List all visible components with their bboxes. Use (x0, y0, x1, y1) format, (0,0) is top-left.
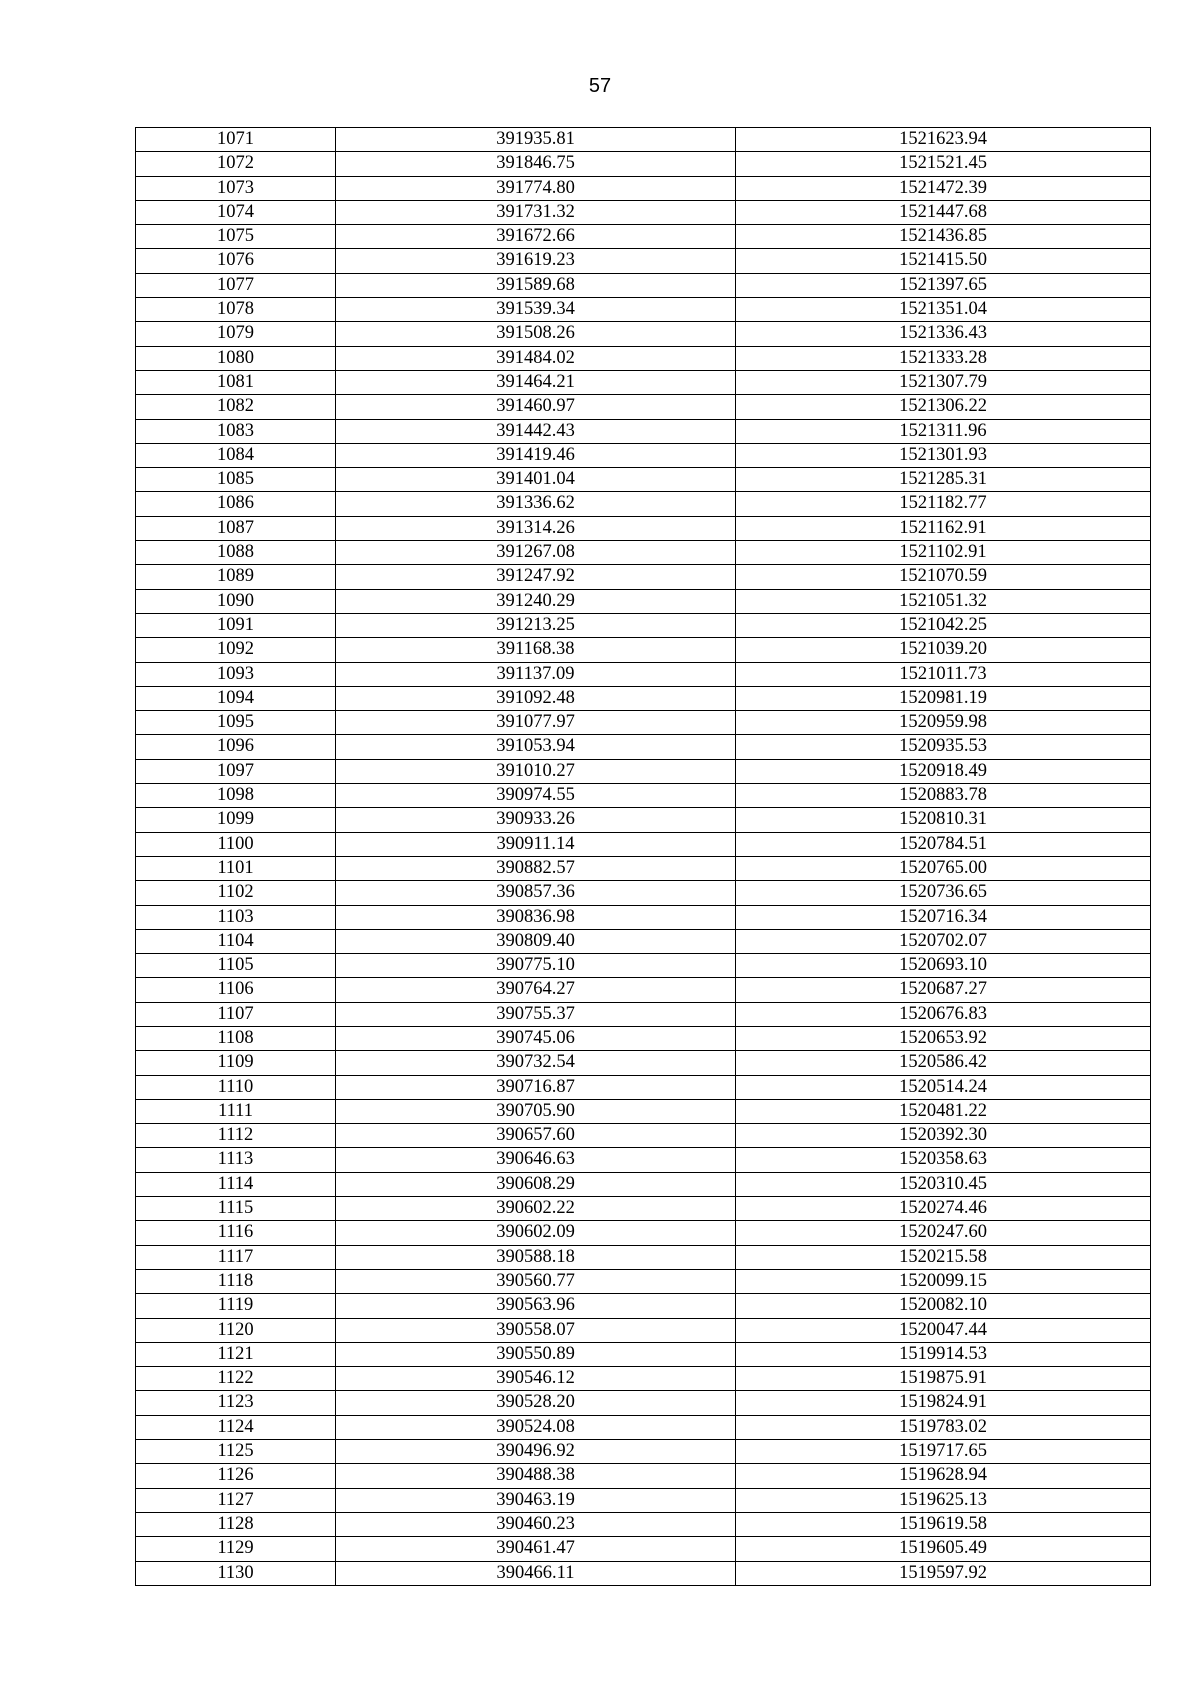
y-coordinate-cell: 1520653.92 (736, 1026, 1151, 1050)
y-coordinate-cell: 1520883.78 (736, 784, 1151, 808)
table-row (136, 929, 1151, 953)
point-number-cell: 1089 (136, 565, 336, 589)
x-coordinate-cell: 390602.22 (336, 1197, 736, 1221)
x-coordinate-cell: 390705.90 (336, 1099, 736, 1123)
table-row (136, 808, 1151, 832)
table-row (136, 346, 1151, 370)
x-coordinate-cell: 390496.92 (336, 1440, 736, 1464)
point-number-cell: 1090 (136, 589, 336, 613)
y-coordinate-cell: 1520784.51 (736, 832, 1151, 856)
point-number-cell: 1117 (136, 1245, 336, 1269)
x-coordinate-cell: 391077.97 (336, 711, 736, 735)
point-number-cell: 1077 (136, 273, 336, 297)
y-coordinate-cell: 1520810.31 (736, 808, 1151, 832)
point-number-cell: 1104 (136, 929, 336, 953)
x-coordinate-cell: 391731.32 (336, 200, 736, 224)
table-row (136, 1488, 1151, 1512)
x-coordinate-cell: 390775.10 (336, 954, 736, 978)
table-row (136, 1172, 1151, 1196)
y-coordinate-cell: 1520586.42 (736, 1051, 1151, 1075)
point-number-cell: 1122 (136, 1367, 336, 1391)
table-row (136, 200, 1151, 224)
x-coordinate-cell: 391401.04 (336, 468, 736, 492)
table-row (136, 273, 1151, 297)
x-coordinate-cell: 390563.96 (336, 1294, 736, 1318)
point-number-cell: 1112 (136, 1124, 336, 1148)
x-coordinate-cell: 391053.94 (336, 735, 736, 759)
table-row (136, 1561, 1151, 1585)
table-row (136, 492, 1151, 516)
x-coordinate-cell: 390933.26 (336, 808, 736, 832)
point-number-cell: 1101 (136, 856, 336, 880)
y-coordinate-cell: 1519824.91 (736, 1391, 1151, 1415)
x-coordinate-cell: 391460.97 (336, 395, 736, 419)
table-row (136, 735, 1151, 759)
x-coordinate-cell: 391619.23 (336, 249, 736, 273)
table-row (136, 1464, 1151, 1488)
table-row (136, 565, 1151, 589)
y-coordinate-cell: 1521285.31 (736, 468, 1151, 492)
point-number-cell: 1127 (136, 1488, 336, 1512)
table-row (136, 954, 1151, 978)
x-coordinate-cell: 391672.66 (336, 225, 736, 249)
table-row (136, 1148, 1151, 1172)
table-row (136, 638, 1151, 662)
x-coordinate-cell: 390608.29 (336, 1172, 736, 1196)
y-coordinate-cell: 1521182.77 (736, 492, 1151, 516)
table-row (136, 516, 1151, 540)
table-row (136, 1002, 1151, 1026)
table-row (136, 152, 1151, 176)
x-coordinate-cell: 390461.47 (336, 1537, 736, 1561)
point-number-cell: 1081 (136, 370, 336, 394)
table-row (136, 905, 1151, 929)
table-row (136, 1342, 1151, 1366)
x-coordinate-cell: 390463.19 (336, 1488, 736, 1512)
point-number-cell: 1119 (136, 1294, 336, 1318)
y-coordinate-cell: 1520082.10 (736, 1294, 1151, 1318)
y-coordinate-cell: 1520693.10 (736, 954, 1151, 978)
y-coordinate-cell: 1519914.53 (736, 1342, 1151, 1366)
table-row (136, 759, 1151, 783)
point-number-cell: 1071 (136, 128, 336, 152)
y-coordinate-cell: 1521447.68 (736, 200, 1151, 224)
x-coordinate-cell: 391935.81 (336, 128, 736, 152)
point-number-cell: 1094 (136, 686, 336, 710)
y-coordinate-cell: 1520736.65 (736, 881, 1151, 905)
y-coordinate-cell: 1519625.13 (736, 1488, 1151, 1512)
x-coordinate-cell: 390466.11 (336, 1561, 736, 1585)
point-number-cell: 1083 (136, 419, 336, 443)
x-coordinate-cell: 390836.98 (336, 905, 736, 929)
y-coordinate-cell: 1521521.45 (736, 152, 1151, 176)
table-row (136, 1026, 1151, 1050)
x-coordinate-cell: 390755.37 (336, 1002, 736, 1026)
x-coordinate-cell: 391137.09 (336, 662, 736, 686)
page-number: 57 (588, 75, 612, 97)
point-number-cell: 1105 (136, 954, 336, 978)
table-row (136, 225, 1151, 249)
table-row (136, 419, 1151, 443)
x-coordinate-cell: 390809.40 (336, 929, 736, 953)
table-row (136, 322, 1151, 346)
point-number-cell: 1080 (136, 346, 336, 370)
x-coordinate-cell: 391336.62 (336, 492, 736, 516)
y-coordinate-cell: 1519619.58 (736, 1512, 1151, 1536)
table-row (136, 395, 1151, 419)
point-number-cell: 1092 (136, 638, 336, 662)
table-row (136, 1318, 1151, 1342)
x-coordinate-cell: 391442.43 (336, 419, 736, 443)
x-coordinate-cell: 391419.46 (336, 443, 736, 467)
point-number-cell: 1087 (136, 516, 336, 540)
point-number-cell: 1115 (136, 1197, 336, 1221)
y-coordinate-cell: 1520358.63 (736, 1148, 1151, 1172)
point-number-cell: 1099 (136, 808, 336, 832)
table-row (136, 1075, 1151, 1099)
x-coordinate-cell: 390528.20 (336, 1391, 736, 1415)
point-number-cell: 1126 (136, 1464, 336, 1488)
point-number-cell: 1107 (136, 1002, 336, 1026)
x-coordinate-cell: 390646.63 (336, 1148, 736, 1172)
y-coordinate-cell: 1521051.32 (736, 589, 1151, 613)
x-coordinate-cell: 391508.26 (336, 322, 736, 346)
y-coordinate-cell: 1519628.94 (736, 1464, 1151, 1488)
point-number-cell: 1128 (136, 1512, 336, 1536)
point-number-cell: 1086 (136, 492, 336, 516)
x-coordinate-cell: 391168.38 (336, 638, 736, 662)
y-coordinate-cell: 1520935.53 (736, 735, 1151, 759)
table-row (136, 613, 1151, 637)
y-coordinate-cell: 1521333.28 (736, 346, 1151, 370)
table-row (136, 1197, 1151, 1221)
table-row (136, 784, 1151, 808)
table-row (136, 1537, 1151, 1561)
y-coordinate-cell: 1520047.44 (736, 1318, 1151, 1342)
y-coordinate-cell: 1521397.65 (736, 273, 1151, 297)
point-number-cell: 1103 (136, 905, 336, 929)
x-coordinate-cell: 390524.08 (336, 1415, 736, 1439)
x-coordinate-cell: 391464.21 (336, 370, 736, 394)
table-row (136, 832, 1151, 856)
point-number-cell: 1097 (136, 759, 336, 783)
y-coordinate-cell: 1520310.45 (736, 1172, 1151, 1196)
x-coordinate-cell: 391846.75 (336, 152, 736, 176)
y-coordinate-cell: 1519783.02 (736, 1415, 1151, 1439)
y-coordinate-cell: 1520716.34 (736, 905, 1151, 929)
table-row (136, 176, 1151, 200)
table-row (136, 298, 1151, 322)
point-number-cell: 1076 (136, 249, 336, 273)
table-row (136, 856, 1151, 880)
x-coordinate-cell: 390732.54 (336, 1051, 736, 1075)
x-coordinate-cell: 391247.92 (336, 565, 736, 589)
y-coordinate-cell: 1520918.49 (736, 759, 1151, 783)
x-coordinate-cell: 390460.23 (336, 1512, 736, 1536)
point-number-cell: 1111 (136, 1099, 336, 1123)
x-coordinate-cell: 391589.68 (336, 273, 736, 297)
coordinates-table-body (136, 128, 1151, 1586)
point-number-cell: 1110 (136, 1075, 336, 1099)
point-number-cell: 1091 (136, 613, 336, 637)
x-coordinate-cell: 391092.48 (336, 686, 736, 710)
x-coordinate-cell: 390560.77 (336, 1269, 736, 1293)
table-row (136, 541, 1151, 565)
table-row (136, 1391, 1151, 1415)
point-number-cell: 1116 (136, 1221, 336, 1245)
y-coordinate-cell: 1521436.85 (736, 225, 1151, 249)
x-coordinate-cell: 390602.09 (336, 1221, 736, 1245)
y-coordinate-cell: 1521039.20 (736, 638, 1151, 662)
y-coordinate-cell: 1519717.65 (736, 1440, 1151, 1464)
x-coordinate-cell: 391539.34 (336, 298, 736, 322)
x-coordinate-cell: 390488.38 (336, 1464, 736, 1488)
y-coordinate-cell: 1520099.15 (736, 1269, 1151, 1293)
table-row (136, 1294, 1151, 1318)
x-coordinate-cell: 390657.60 (336, 1124, 736, 1148)
y-coordinate-cell: 1521011.73 (736, 662, 1151, 686)
y-coordinate-cell: 1520247.60 (736, 1221, 1151, 1245)
table-row (136, 1124, 1151, 1148)
x-coordinate-cell: 391314.26 (336, 516, 736, 540)
y-coordinate-cell: 1520765.00 (736, 856, 1151, 880)
table-row (136, 686, 1151, 710)
y-coordinate-cell: 1521623.94 (736, 128, 1151, 152)
point-number-cell: 1120 (136, 1318, 336, 1342)
x-coordinate-cell: 390716.87 (336, 1075, 736, 1099)
point-number-cell: 1072 (136, 152, 336, 176)
y-coordinate-cell: 1521301.93 (736, 443, 1151, 467)
y-coordinate-cell: 1521336.43 (736, 322, 1151, 346)
table-row (136, 370, 1151, 394)
x-coordinate-cell: 390550.89 (336, 1342, 736, 1366)
point-number-cell: 1125 (136, 1440, 336, 1464)
x-coordinate-cell: 390546.12 (336, 1367, 736, 1391)
y-coordinate-cell: 1520274.46 (736, 1197, 1151, 1221)
point-number-cell: 1096 (136, 735, 336, 759)
y-coordinate-cell: 1521102.91 (736, 541, 1151, 565)
x-coordinate-cell: 390588.18 (336, 1245, 736, 1269)
point-number-cell: 1124 (136, 1415, 336, 1439)
y-coordinate-cell: 1521042.25 (736, 613, 1151, 637)
table-row (136, 1051, 1151, 1075)
y-coordinate-cell: 1519875.91 (736, 1367, 1151, 1391)
point-number-cell: 1106 (136, 978, 336, 1002)
point-number-cell: 1100 (136, 832, 336, 856)
table-row (136, 589, 1151, 613)
x-coordinate-cell: 390558.07 (336, 1318, 736, 1342)
point-number-cell: 1113 (136, 1148, 336, 1172)
x-coordinate-cell: 391267.08 (336, 541, 736, 565)
point-number-cell: 1130 (136, 1561, 336, 1585)
point-number-cell: 1114 (136, 1172, 336, 1196)
table-row (136, 1415, 1151, 1439)
y-coordinate-cell: 1520959.98 (736, 711, 1151, 735)
y-coordinate-cell: 1520676.83 (736, 1002, 1151, 1026)
point-number-cell: 1118 (136, 1269, 336, 1293)
x-coordinate-cell: 391240.29 (336, 589, 736, 613)
point-number-cell: 1073 (136, 176, 336, 200)
point-number-cell: 1093 (136, 662, 336, 686)
y-coordinate-cell: 1519597.92 (736, 1561, 1151, 1585)
point-number-cell: 1098 (136, 784, 336, 808)
point-number-cell: 1121 (136, 1342, 336, 1366)
point-number-cell: 1129 (136, 1537, 336, 1561)
point-number-cell: 1109 (136, 1051, 336, 1075)
table-row (136, 1099, 1151, 1123)
point-number-cell: 1082 (136, 395, 336, 419)
x-coordinate-cell: 390764.27 (336, 978, 736, 1002)
x-coordinate-cell: 390974.55 (336, 784, 736, 808)
y-coordinate-cell: 1521070.59 (736, 565, 1151, 589)
y-coordinate-cell: 1521311.96 (736, 419, 1151, 443)
point-number-cell: 1108 (136, 1026, 336, 1050)
table-row (136, 249, 1151, 273)
point-number-cell: 1075 (136, 225, 336, 249)
table-row (136, 881, 1151, 905)
y-coordinate-cell: 1521162.91 (736, 516, 1151, 540)
y-coordinate-cell: 1520392.30 (736, 1124, 1151, 1148)
y-coordinate-cell: 1520702.07 (736, 929, 1151, 953)
point-number-cell: 1102 (136, 881, 336, 905)
y-coordinate-cell: 1520514.24 (736, 1075, 1151, 1099)
y-coordinate-cell: 1521306.22 (736, 395, 1151, 419)
y-coordinate-cell: 1521415.50 (736, 249, 1151, 273)
table-row (136, 128, 1151, 152)
table-row (136, 1221, 1151, 1245)
point-number-cell: 1123 (136, 1391, 336, 1415)
table-row (136, 468, 1151, 492)
y-coordinate-cell: 1521351.04 (736, 298, 1151, 322)
x-coordinate-cell: 391484.02 (336, 346, 736, 370)
point-number-cell: 1084 (136, 443, 336, 467)
x-coordinate-cell: 391213.25 (336, 613, 736, 637)
y-coordinate-cell: 1520981.19 (736, 686, 1151, 710)
y-coordinate-cell: 1521472.39 (736, 176, 1151, 200)
x-coordinate-cell: 391010.27 (336, 759, 736, 783)
point-number-cell: 1074 (136, 200, 336, 224)
table-row (136, 1269, 1151, 1293)
point-number-cell: 1095 (136, 711, 336, 735)
y-coordinate-cell: 1520481.22 (736, 1099, 1151, 1123)
coordinates-table (135, 127, 1151, 1586)
x-coordinate-cell: 390911.14 (336, 832, 736, 856)
table-row (136, 1440, 1151, 1464)
table-row (136, 1245, 1151, 1269)
y-coordinate-cell: 1519605.49 (736, 1537, 1151, 1561)
x-coordinate-cell: 390857.36 (336, 881, 736, 905)
table-row (136, 443, 1151, 467)
y-coordinate-cell: 1520215.58 (736, 1245, 1151, 1269)
x-coordinate-cell: 390882.57 (336, 856, 736, 880)
table-row (136, 978, 1151, 1002)
point-number-cell: 1085 (136, 468, 336, 492)
point-number-cell: 1088 (136, 541, 336, 565)
y-coordinate-cell: 1520687.27 (736, 978, 1151, 1002)
table-row (136, 1512, 1151, 1536)
point-number-cell: 1079 (136, 322, 336, 346)
point-number-cell: 1078 (136, 298, 336, 322)
x-coordinate-cell: 390745.06 (336, 1026, 736, 1050)
table-row (136, 1367, 1151, 1391)
table-row (136, 662, 1151, 686)
x-coordinate-cell: 391774.80 (336, 176, 736, 200)
table-row (136, 711, 1151, 735)
y-coordinate-cell: 1521307.79 (736, 370, 1151, 394)
